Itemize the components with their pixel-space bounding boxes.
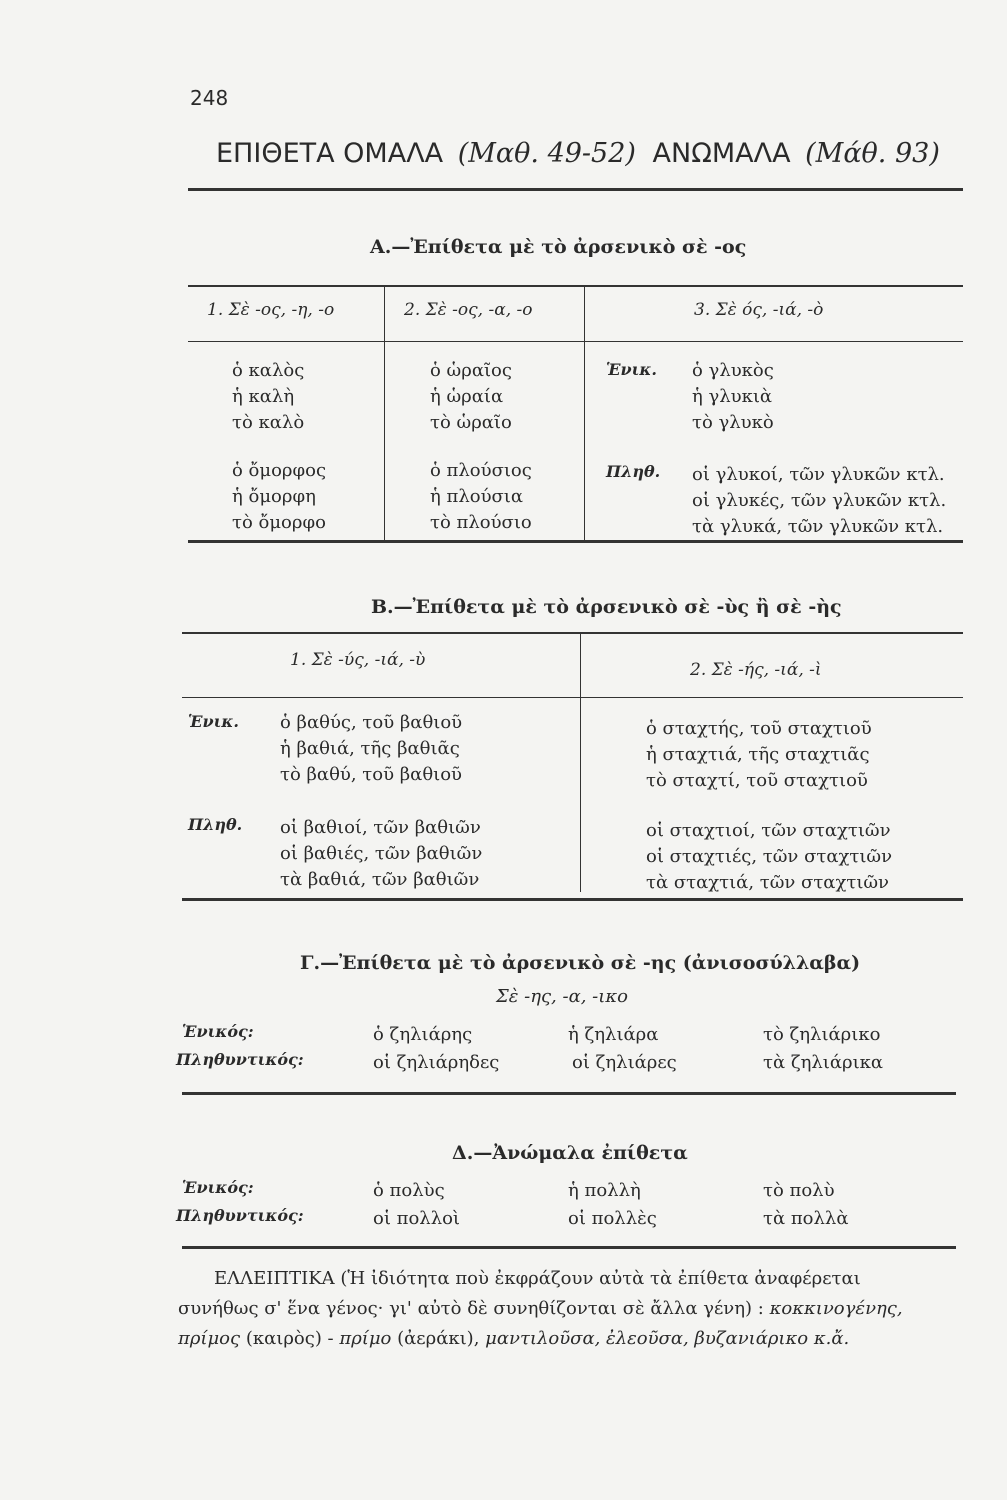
section-d-plural-label: Πληθυντικός: bbox=[176, 1206, 304, 1225]
section-b-col2-head: 2. Σὲ -ής, -ιά, -ὶ bbox=[690, 660, 822, 680]
form-line: ὁ σταχτής, τοῦ σταχτιοῦ bbox=[646, 718, 872, 739]
section-d-singular-label: Ἑνικός: bbox=[182, 1178, 254, 1197]
section-b-top-rule bbox=[182, 632, 963, 634]
section-a-col2-head: 2. Σὲ -ος, -α, -ο bbox=[404, 300, 533, 320]
section-c-singular-label: Ἑνικός: bbox=[182, 1022, 254, 1041]
section-a-divider-2 bbox=[584, 287, 585, 540]
form-line: ἡ πλούσια bbox=[430, 486, 524, 507]
section-c-bottom-rule bbox=[182, 1092, 956, 1095]
section-b-singular-label: Ἑνικ. bbox=[188, 712, 239, 731]
elliptical-example: μαντιλοῦσα, ἐλεοῦσα, βυζανιάρικο κ.ἄ. bbox=[485, 1328, 850, 1349]
form-line: τὸ πλούσιο bbox=[430, 512, 532, 533]
elliptical-example: κοκκινογένης, bbox=[769, 1298, 903, 1319]
section-c-plural-label: Πληθυντικός: bbox=[176, 1050, 304, 1069]
section-b-col2-plural bbox=[646, 818, 892, 896]
form-line: τὸ ὡραῖο bbox=[430, 412, 512, 433]
form-line: τὸ ὄμορφο bbox=[232, 512, 326, 533]
section-a-bottom-rule bbox=[188, 540, 963, 543]
header-ref-irregular: (Μάθ. 93) bbox=[805, 138, 940, 169]
section-c-title: Γ.—Ἐπίθετα μὲ τὸ ἀρσενικὸ σὲ -ης (ἀνισοσύλλαβα) bbox=[300, 952, 861, 974]
form-line: οἱ σταχτιές, τῶν σταχτιῶν bbox=[646, 846, 893, 867]
section-d-bottom-rule bbox=[182, 1246, 956, 1249]
form-line: οἱ βαθιές, τῶν βαθιῶν bbox=[280, 843, 483, 864]
section-c-masc-plural: οἱ ζηλιάρηδες bbox=[373, 1052, 500, 1073]
page-header bbox=[216, 138, 940, 169]
header-ref-regular: (Μαθ. 49-52) bbox=[457, 138, 636, 169]
section-d-neut-plural: τὰ πολλὰ bbox=[763, 1208, 849, 1229]
elliptical-gloss: (ἀεράκι), bbox=[397, 1328, 480, 1349]
section-c-masc-singular: ὁ ζηλιάρης bbox=[373, 1024, 473, 1045]
form-line: ὁ γλυκὸς bbox=[692, 360, 774, 381]
elliptical-note-line3 bbox=[178, 1328, 849, 1349]
form-line: τὸ καλὸ bbox=[232, 412, 305, 433]
form-line: οἱ σταχτιοί, τῶν σταχτιῶν bbox=[646, 820, 891, 841]
section-a-title: Α.—Ἐπίθετα μὲ τὸ ἀρσενικὸ σὲ -ος bbox=[370, 236, 747, 258]
form-line: ἡ βαθιά, τῆς βαθιᾶς bbox=[280, 738, 460, 759]
form-line: τὰ σταχτιά, τῶν σταχτιῶν bbox=[646, 872, 889, 893]
section-d-title: Δ.—Ἀνώμαλα ἐπίθετα bbox=[452, 1142, 688, 1164]
section-b-col1-head: 1. Σὲ -ύς, -ιά, -ὺ bbox=[290, 650, 426, 670]
form-line: τὰ γλυκά, τῶν γλυκῶν κτλ. bbox=[692, 516, 944, 537]
elliptical-example: πρίμο bbox=[339, 1328, 392, 1349]
section-b-plural-label: Πληθ. bbox=[188, 815, 243, 834]
section-a-head-rule bbox=[188, 341, 963, 342]
form-line: ἡ καλὴ bbox=[232, 386, 295, 407]
section-c-fem-plural: οἱ ζηλιάρες bbox=[572, 1052, 677, 1073]
section-c-neut-plural: τὰ ζηλιάρικα bbox=[763, 1052, 884, 1073]
elliptical-note-text: συνήθως σ' ἕνα γένος· γι' αὐτὸ δὲ συνηθίζονται σὲ ἄλλα γένη) : bbox=[178, 1298, 764, 1319]
form-line: ἡ σταχτιά, τῆς σταχτιᾶς bbox=[646, 744, 870, 765]
section-a-col1-head: 1. Σὲ -ος, -η, -ο bbox=[207, 300, 335, 320]
header-rule bbox=[188, 188, 963, 191]
section-a-col1-group1 bbox=[232, 358, 304, 436]
form-line: τὸ γλυκὸ bbox=[692, 412, 774, 433]
section-c-fem-singular: ἡ ζηλιάρα bbox=[568, 1024, 659, 1045]
page-number: 248 bbox=[190, 86, 229, 110]
elliptical-note-line1: ΕΛΛΕΙΠΤΙΚΑ (Ἡ ἰδιότητα ποὺ ἐκφράζουν αὐτὰ τὰ ἐπίθετα ἀναφέρεται bbox=[214, 1268, 861, 1289]
form-line: ὁ βαθύς, τοῦ βαθιοῦ bbox=[280, 712, 463, 733]
form-line: ἡ ὄμορφη bbox=[232, 486, 316, 507]
section-a-col2-group1 bbox=[430, 358, 512, 436]
form-line: ἡ ὡραία bbox=[430, 386, 504, 407]
elliptical-example: πρίμος bbox=[178, 1328, 241, 1349]
form-line: οἱ γλυκές, τῶν γλυκῶν κτλ. bbox=[692, 490, 947, 511]
section-a-divider-1 bbox=[384, 287, 385, 540]
section-b-bottom-rule bbox=[182, 898, 963, 901]
form-line: ὁ καλὸς bbox=[232, 360, 305, 381]
form-line: τὸ βαθύ, τοῦ βαθιοῦ bbox=[280, 764, 462, 785]
form-line: ὁ ὡραῖος bbox=[430, 360, 512, 381]
header-title-regular: ΕΠΙΘΕΤΑ ΟΜΑΛΑ bbox=[216, 138, 444, 169]
section-a-singular-label: Ἑνικ. bbox=[606, 360, 657, 379]
section-a-col1-group2 bbox=[232, 458, 326, 536]
form-line: οἱ βαθιοί, τῶν βαθιῶν bbox=[280, 817, 481, 838]
section-b-col2-singular bbox=[646, 716, 872, 794]
form-line: τὸ σταχτί, τοῦ σταχτιοῦ bbox=[646, 770, 868, 791]
section-c-subtitle: Σὲ -ης, -α, -ικο bbox=[496, 986, 628, 1007]
form-line: ὁ πλούσιος bbox=[430, 460, 532, 481]
section-b-col1-plural bbox=[280, 815, 482, 893]
section-d-masc-singular: ὁ πολὺς bbox=[373, 1180, 445, 1201]
section-b-title: Β.—Ἐπίθετα μὲ τὸ ἀρσενικὸ σὲ -ὺς ἢ σὲ -ὴς bbox=[371, 596, 842, 618]
section-b-head-rule bbox=[182, 697, 963, 698]
elliptical-gloss: (καιρὸς) - bbox=[245, 1328, 334, 1349]
section-a-col3-singular bbox=[692, 358, 774, 436]
elliptical-note-line2 bbox=[178, 1298, 903, 1319]
section-c-neut-singular: τὸ ζηλιάρικο bbox=[763, 1024, 881, 1045]
section-d-fem-singular: ἡ πολλὴ bbox=[568, 1180, 641, 1201]
section-a-top-rule bbox=[188, 285, 963, 287]
section-a-plural-label: Πληθ. bbox=[606, 462, 661, 481]
section-d-masc-plural: οἱ πολλοὶ bbox=[373, 1208, 460, 1229]
form-line: ἡ γλυκιὰ bbox=[692, 386, 773, 407]
header-title-irregular: ΑΝΩΜΑΛΑ bbox=[652, 138, 791, 169]
section-d-fem-plural: οἱ πολλὲς bbox=[568, 1208, 657, 1229]
section-a-col3-head: 3. Σὲ ός, -ιά, -ὸ bbox=[694, 300, 824, 320]
section-b-divider bbox=[580, 634, 581, 892]
section-b-col1-singular bbox=[280, 710, 462, 788]
form-line: τὰ βαθιά, τῶν βαθιῶν bbox=[280, 869, 480, 890]
section-a-col2-group2 bbox=[430, 458, 532, 536]
form-line: ὁ ὄμορφος bbox=[232, 460, 327, 481]
form-line: οἱ γλυκοί, τῶν γλυκῶν κτλ. bbox=[692, 464, 945, 485]
section-a-col3-plural bbox=[692, 462, 946, 540]
section-d-neut-singular: τὸ πολὺ bbox=[763, 1180, 835, 1201]
